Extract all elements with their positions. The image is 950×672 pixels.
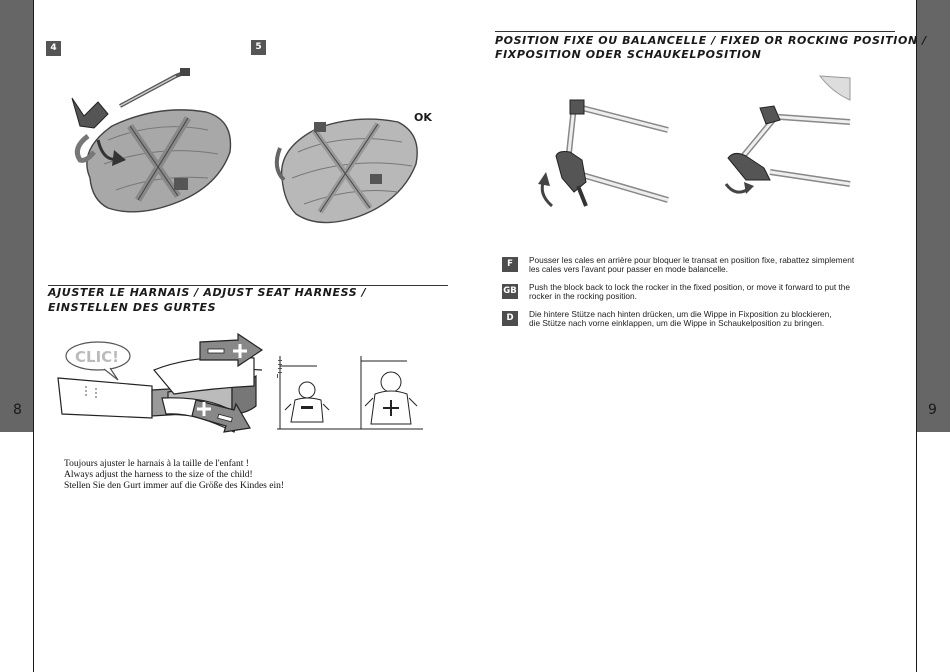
baby-size-illustration	[277, 356, 423, 434]
instruction-fr-line2: les cales vers l'avant pour passer en mode balancelle.	[529, 264, 728, 274]
seat-folded-illustration-step5	[274, 108, 424, 233]
left-page-border	[33, 0, 34, 672]
instruction-gb-line1: Push the block back to lock the rocker in the fixed position, or move it forward to put the	[529, 282, 850, 292]
right-side-tab	[917, 0, 950, 432]
fixed-position-illustration	[534, 96, 674, 212]
right-page-border	[916, 0, 917, 672]
rotate-arrow-icon	[538, 172, 552, 206]
page-number-left: 8	[13, 402, 22, 418]
language-label-gb: GB	[502, 284, 518, 299]
harness-adjust-arrows	[154, 336, 274, 440]
instruction-fr-line1: Pousser les cales en arrière pour bloquer le transat en position fixe, rabattez simplement	[529, 255, 855, 265]
ok-label: OK	[414, 111, 432, 124]
language-label-fr: F	[502, 257, 518, 272]
language-label-d: D	[502, 311, 518, 326]
position-heading-line1: POSITION FIXE OU BALANCELLE / FIXED OR ROCKING POSITION /	[495, 34, 927, 47]
step-badge-5: 5	[251, 40, 266, 55]
instruction-d-line1: Die hintere Stütze nach hinten drücken, um die Wippe in Fixposition zu blockieren,	[529, 309, 832, 319]
baby-figure-icon	[365, 372, 417, 424]
harness-heading-rule	[48, 285, 448, 286]
position-heading-line2: FIXPOSITION ODER SCHAUKELPOSITION	[495, 48, 762, 61]
harness-note-de: Stellen Sie den Gurt immer auf die Größe des Kindes ein!	[64, 481, 285, 491]
harness-note-en: Always adjust the harness to the size of the child!	[64, 470, 253, 480]
left-side-tab	[0, 0, 33, 432]
baby-figure-icon	[285, 382, 329, 422]
rocking-position-illustration	[720, 76, 854, 198]
plus-minus-sign-icon	[192, 400, 250, 432]
seat-fold-illustration-step4	[68, 68, 238, 233]
harness-heading: AJUSTER LE HARNAIS / ADJUST SEAT HARNESS / EINSTELLEN DES GURTES	[48, 286, 367, 314]
position-heading-rule	[495, 31, 895, 32]
step-badge-4: 4	[46, 41, 61, 56]
instruction-gb-line2: rocker in the rocking position.	[529, 291, 637, 301]
harness-note-fr: Toujours ajuster le harnais à la taille de l'enfant !	[64, 459, 249, 469]
page-number-right: 9	[928, 402, 937, 418]
instruction-d-line2: die Stütze nach vorne einklappen, um die Wippe in Schaukelposition zu bringen.	[529, 318, 825, 328]
clic-label: CLIC!	[75, 348, 119, 366]
rotate-arrow-icon	[726, 182, 754, 194]
